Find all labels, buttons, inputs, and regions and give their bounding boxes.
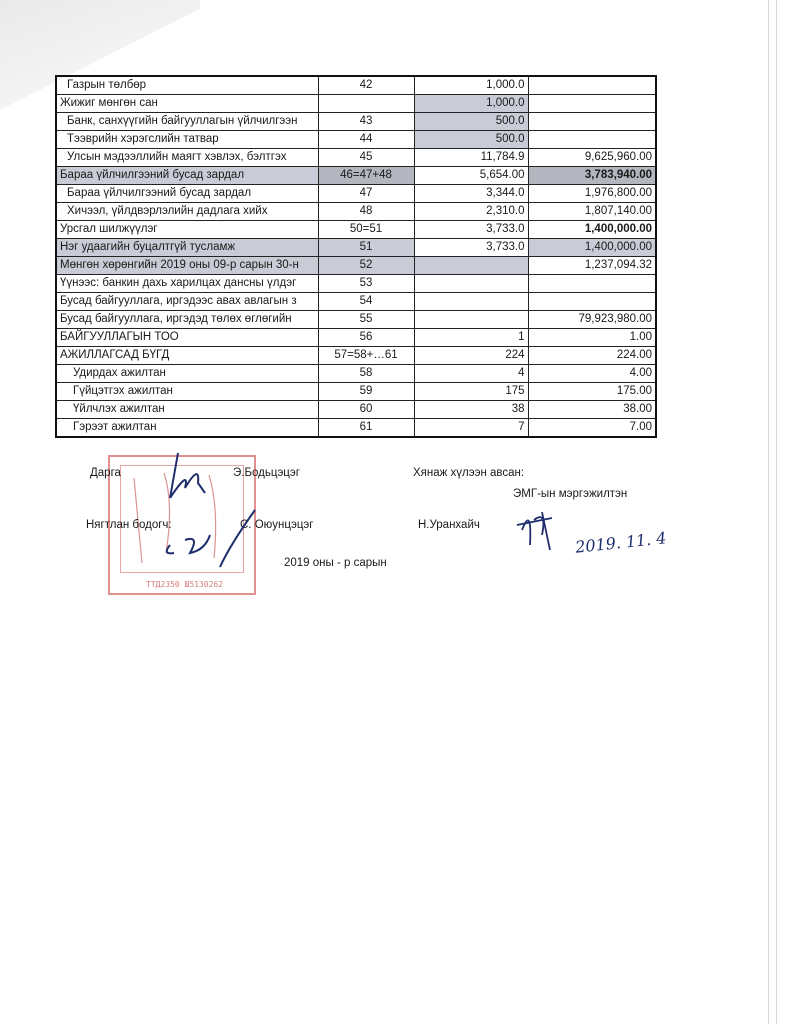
table-row: [56, 95, 656, 113]
accountant-name: С. Оюунцэцэг: [240, 519, 314, 531]
row-value-2: 224.00: [528, 347, 656, 365]
row-value-1: [414, 257, 528, 275]
page-edge: [776, 0, 777, 1024]
row-code: 54: [318, 293, 414, 311]
reviewed-label: Хянаж хүлээн авсан:: [413, 467, 525, 479]
row-code: 51: [318, 239, 414, 257]
table-row: [56, 365, 656, 383]
row-value-1: 2,310.0: [414, 203, 528, 221]
row-value-2: [528, 131, 656, 149]
row-value-2: 9,625,960.00: [528, 149, 656, 167]
row-value-2: 3,783,940.00: [528, 167, 656, 185]
row-value-1: 4: [414, 365, 528, 383]
row-value-1: 38: [414, 401, 528, 419]
row-label: Үйлчлэх ажилтан: [56, 401, 318, 419]
row-value-1: 3,733.0: [414, 221, 528, 239]
reviewer-signature: [512, 500, 572, 560]
row-label: Тээврийн хэрэгслийн татвар: [56, 131, 318, 149]
row-code: 44: [318, 131, 414, 149]
row-code: 42: [318, 76, 414, 95]
row-value-2: 7.00: [528, 419, 656, 438]
row-value-2: 1,976,800.00: [528, 185, 656, 203]
row-value-1: [414, 293, 528, 311]
row-label: Бусад байгууллага, иргэдээс авах авлагын з: [56, 293, 318, 311]
handwritten-date: 2019. 11. 4: [574, 528, 668, 557]
accountant-title: Нягтлан бодогч:: [86, 519, 172, 531]
row-value-2: 4.00: [528, 365, 656, 383]
financial-report-table: [55, 75, 657, 438]
row-value-2: [528, 275, 656, 293]
table-row: [56, 113, 656, 131]
row-label: Бусад байгууллага, иргэдэд төлөх өглөгийн: [56, 311, 318, 329]
table-row: [56, 293, 656, 311]
row-value-1: 1: [414, 329, 528, 347]
row-value-2: 79,923,980.00: [528, 311, 656, 329]
row-label: Гүйцэтгэх ажилтан: [56, 383, 318, 401]
row-value-1: [414, 311, 528, 329]
row-label: Урсгал шилжүүлэг: [56, 221, 318, 239]
table-row: [56, 167, 656, 185]
row-label: Газрын төлбөр: [56, 76, 318, 95]
table-row: [56, 131, 656, 149]
row-code: 60: [318, 401, 414, 419]
row-value-1: 224: [414, 347, 528, 365]
row-value-1: 7: [414, 419, 528, 438]
row-code: 55: [318, 311, 414, 329]
row-code: 45: [318, 149, 414, 167]
row-label: Мөнгөн хөрөнгийн 2019 оны 09-р сарын 30-н: [56, 257, 318, 275]
row-code: 52: [318, 257, 414, 275]
table-row: [56, 239, 656, 257]
table-row: [56, 329, 656, 347]
row-code: 57=58+…61: [318, 347, 414, 365]
row-value-2: [528, 293, 656, 311]
table-row: [56, 185, 656, 203]
row-value-2: 38.00: [528, 401, 656, 419]
reviewer-name: Н.Уранхайч: [418, 519, 480, 531]
row-label: БАЙГУУЛЛАГЫН ТОО: [56, 329, 318, 347]
stamp-text: ТТД2350 Ш5130262: [146, 580, 224, 589]
page-edge: [768, 0, 769, 1024]
table-row: [56, 149, 656, 167]
row-code: 61: [318, 419, 414, 438]
row-code: 58: [318, 365, 414, 383]
row-label: Жижиг мөнгөн сан: [56, 95, 318, 113]
row-code: 43: [318, 113, 414, 131]
row-label: Бараа үйлчилгээний бусад зардал: [56, 185, 318, 203]
row-value-1: 175: [414, 383, 528, 401]
row-value-1: 1,000.0: [414, 95, 528, 113]
row-value-1: 11,784.9: [414, 149, 528, 167]
director-signature: [160, 448, 220, 508]
row-label: Нэг удаагийн буцалтгүй тусламж: [56, 239, 318, 257]
table-row: [56, 419, 656, 438]
row-value-2: 1,400,000.00: [528, 221, 656, 239]
row-value-1: 1,000.0: [414, 76, 528, 95]
table-row: [56, 275, 656, 293]
table-row: [56, 401, 656, 419]
row-value-2: [528, 76, 656, 95]
table-row: [56, 383, 656, 401]
row-label: Удирдах ажилтан: [56, 365, 318, 383]
row-value-2: 1,237,094.32: [528, 257, 656, 275]
row-value-1: 500.0: [414, 131, 528, 149]
row-value-2: 1,807,140.00: [528, 203, 656, 221]
row-value-2: 1.00: [528, 329, 656, 347]
table-row: [56, 257, 656, 275]
row-code: 50=51: [318, 221, 414, 239]
accountant-signature: [160, 505, 270, 575]
table-body: [56, 76, 656, 437]
row-code: 46=47+48: [318, 167, 414, 185]
row-label: Улсын мэдээллийн маягт хэвлэх, бэлтгэх: [56, 149, 318, 167]
row-value-1: 500.0: [414, 113, 528, 131]
row-value-2: [528, 95, 656, 113]
row-value-1: 5,654.00: [414, 167, 528, 185]
row-code: 47: [318, 185, 414, 203]
row-label: Банк, санхүүгийн байгууллагын үйлчилгээн: [56, 113, 318, 131]
table-row: [56, 221, 656, 239]
row-label: АЖИЛЛАГСАД БҮГД: [56, 347, 318, 365]
row-label: Үүнээс: банкин дахь харилцах дансны үлдэг: [56, 275, 318, 293]
row-label: Гэрээт ажилтан: [56, 419, 318, 438]
director-title: Дарга: [90, 467, 121, 479]
table-row: [56, 311, 656, 329]
row-label: Хичээл, үйлдвэрлэлийн дадлага хийх: [56, 203, 318, 221]
row-value-2: 175.00: [528, 383, 656, 401]
date-line: 2019 оны - р сарын: [284, 557, 387, 569]
reviewer-title: ЭМГ-ын мэргэжилтэн: [513, 488, 628, 500]
row-value-1: 3,733.0: [414, 239, 528, 257]
table-row: [56, 203, 656, 221]
table-row: [56, 347, 656, 365]
row-value-1: [414, 275, 528, 293]
row-code: 59: [318, 383, 414, 401]
row-value-2: [528, 113, 656, 131]
row-code: 56: [318, 329, 414, 347]
table-row: [56, 76, 656, 95]
director-name: Э.Бодьцэцэг: [233, 467, 300, 479]
row-value-2: 1,400,000.00: [528, 239, 656, 257]
row-code: 48: [318, 203, 414, 221]
row-code: 53: [318, 275, 414, 293]
row-code: [318, 95, 414, 113]
row-label: Бараа үйлчилгээний бусад зардал: [56, 167, 318, 185]
row-value-1: 3,344.0: [414, 185, 528, 203]
